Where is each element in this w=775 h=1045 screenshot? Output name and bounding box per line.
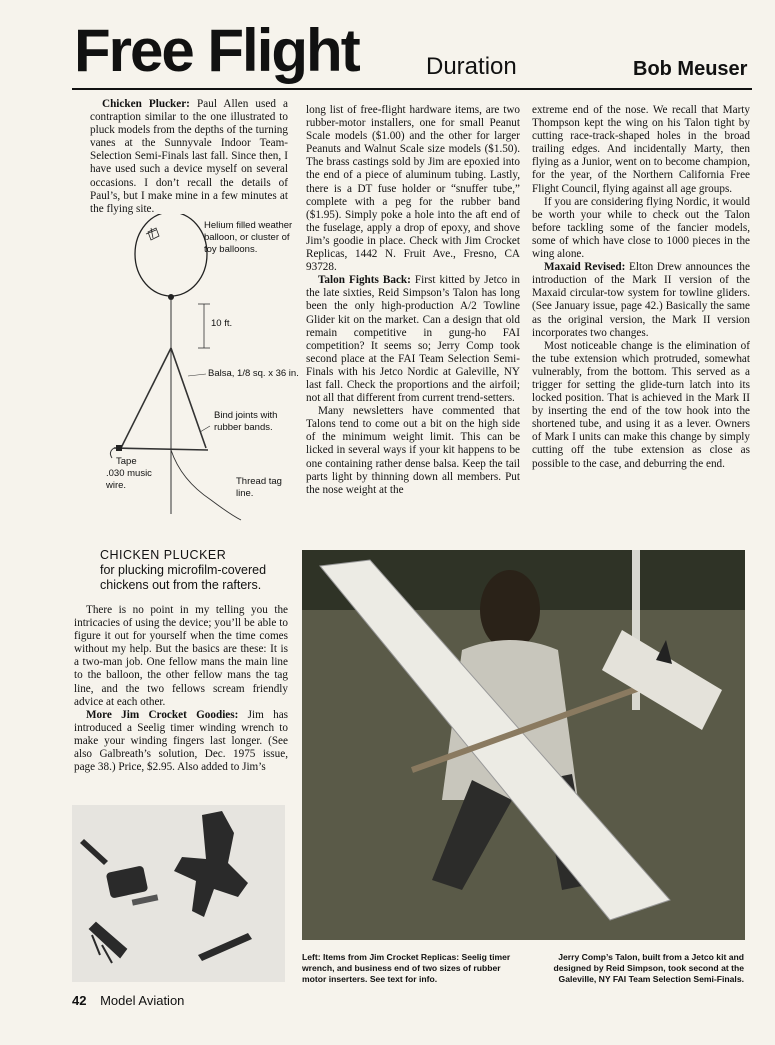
article-column-1 bbox=[90, 98, 288, 216]
paragraph-lead: Talon Fights Back: bbox=[318, 274, 411, 287]
balsa-label: Balsa, 1/8 sq. x 36 in. bbox=[208, 368, 299, 379]
balloon-label: Helium filled weather balloon, or cluster of toy balloons. bbox=[204, 220, 293, 255]
paragraph bbox=[90, 98, 288, 216]
tape-label: Tape bbox=[116, 456, 137, 467]
paragraph-text: Paul Allen used a contraption similar to the one illustrated to pluck models from the depths of the turning vanes at the Sunnyvale Indoor Team-Selection Semi-Finals last fall. Since then, I have used such a device myself on several occasions. I don’t recall the details of Paul’s, but I make mine in a few minutes at the flying site. bbox=[90, 98, 288, 215]
glider-photo bbox=[302, 550, 745, 940]
paragraph bbox=[306, 405, 520, 497]
photo-caption-left: Left: Items from Jim Crocket Replicas: Seelig timer wrench, and business end of two sizes of rubber motor inserters. See text for info. bbox=[302, 952, 511, 984]
paragraph bbox=[532, 104, 750, 196]
article-column-2 bbox=[306, 104, 520, 497]
photo-caption-right: Jerry Comp’s Talon, built from a Jetco kit and designed by Reid Simpson, took second at the Galeville, NY FAI Team Selection Semi-Finals. bbox=[553, 952, 744, 984]
page-footer bbox=[72, 993, 184, 1008]
chicken-plucker-diagram bbox=[96, 214, 299, 534]
paragraph bbox=[74, 709, 288, 774]
hardware-photo-illustration bbox=[72, 805, 285, 982]
length-label: 10 ft. bbox=[211, 318, 233, 329]
hardware-photo bbox=[72, 805, 285, 982]
author-name: Bob Meuser bbox=[633, 58, 748, 80]
paragraph bbox=[306, 104, 520, 274]
paragraph-text: Many newsletters have commented that Talons tend to come out a bit on the high side of the minimum weight limit. This can be licked in several ways if your kit happens to be one containing rather dense balsa. Keep the tail parts light by thinning down all members. Put the nose weight at the bbox=[306, 405, 520, 496]
paragraph bbox=[74, 604, 288, 709]
paragraph-lead: More Jim Crocket Goodies: bbox=[86, 708, 239, 721]
paragraph-text: Most noticeable change is the elimination of the tube extension which protruded, somewhat vulnerably, from the bottom. This served as a trigger for setting the glide-turn latch into its locked position. That is achieved in the Mark II by inserting the end of the tow hook into the shortened tube, and using it as a lever. Owners of Mark I units can make this change by simply cutting off the tube extension as close as possible to the case, and deburring the end. bbox=[532, 339, 750, 470]
paragraph-text: First kitted by Jetco in the late sixties, Reid Simpson’s Talon has long been the only high-production A/2 Towline Glider kit on the market. Can a design that old remain competitive in gung-ho FAI competition? It seems so; Jerry Comp took second place at the FAI Team Selection Semi-Finals with his Jetco Nordic at Galeville, NY last fall. Check the proportions and the airfoil; not all that different from current trend-setters. bbox=[306, 274, 521, 405]
wire-label: .030 music wire. bbox=[106, 468, 152, 491]
paragraph-text: If you are considering flying Nordic, it would be worth your while to check out the Talon before tackling some of the fancier models, some of which have close to 1000 pieces in the wing alone. bbox=[532, 195, 750, 261]
page-title: Free Flight bbox=[74, 17, 359, 84]
paragraph-lead: Maxaid Revised: bbox=[544, 261, 626, 274]
paragraph bbox=[532, 196, 750, 261]
header-rule bbox=[72, 88, 752, 90]
thread-label: Thread tag line. bbox=[236, 476, 282, 499]
paragraph-lead: Chicken Plucker: bbox=[102, 98, 190, 110]
section-subtitle: Duration bbox=[426, 53, 517, 80]
paragraph-text: Elton Drew announces the introduction of the Mark II version of the Maxaid circular-tow system for towline gliders. (See January issue, page 42.) Basically the same as the original version, the Mark II version incorporates two changes. bbox=[532, 261, 750, 339]
paragraph bbox=[532, 261, 750, 340]
page-number: 42 bbox=[72, 993, 87, 1008]
paragraph-text: There is no point in my telling you the intricacies of using the device; you’ll be able to figure it out for yourself when the time comes without my help. But the basics are these: It is a two-man job. One fellow mans the main line to the balloon, the other fellow mans the tag line, and the two fellows scream friendly advice at each other. bbox=[74, 604, 288, 708]
bind-label: Bind joints with rubber bands. bbox=[214, 410, 278, 433]
diagram-caption bbox=[100, 548, 300, 593]
caption-text: for plucking microfilm-covered chickens out from the rafters. bbox=[100, 563, 267, 592]
paragraph-text: long list of free-flight hardware items, are two rubber-motor installers, one for small Peanut Scale models ($1.00) and the other for larger Peanuts and Walnut Scale size models ($1.50). The brass castings sold by Jim are epoxied into the end of a piece of aluminum tubing. Lastly, there is a DT fuse holder or “snuffer tube,” complete with a peg for the rubber band ($1.95). Simply poke a hole into the aft end of the fuselage, apply a drop of epoxy, and shove Jim’s goodie in place. Check with Jim Crocket Replicas, 1442 N. Fruit Ave., Fresno, CA 93728. bbox=[306, 104, 520, 274]
glider-photo-illustration bbox=[302, 550, 745, 940]
article-column-1-continued bbox=[74, 604, 288, 774]
magazine-name: Model Aviation bbox=[100, 993, 185, 1008]
article-column-3 bbox=[532, 104, 750, 471]
paragraph bbox=[306, 274, 520, 405]
paragraph bbox=[532, 340, 750, 471]
paragraph-text: Jim has introduced a Seelig timer winding wrench to make your winding fingers last longer. (See also Galbreath’s solution, Dec. 1975 issue, page 38.) Price, $2.95. Also added to Jim’s bbox=[74, 708, 289, 774]
caption-heading: CHICKEN PLUCKER bbox=[100, 548, 227, 562]
paragraph-text: extreme end of the nose. We recall that Marty Thompson kept the wing on his Talon tight by cutting race-track-shaped holes in the broad trailing edges. And incidentally Marty, then flying as a Junior, went on to become champion, for the year, of the Northern California Free Flight Council, flying against all age groups. bbox=[532, 104, 750, 195]
